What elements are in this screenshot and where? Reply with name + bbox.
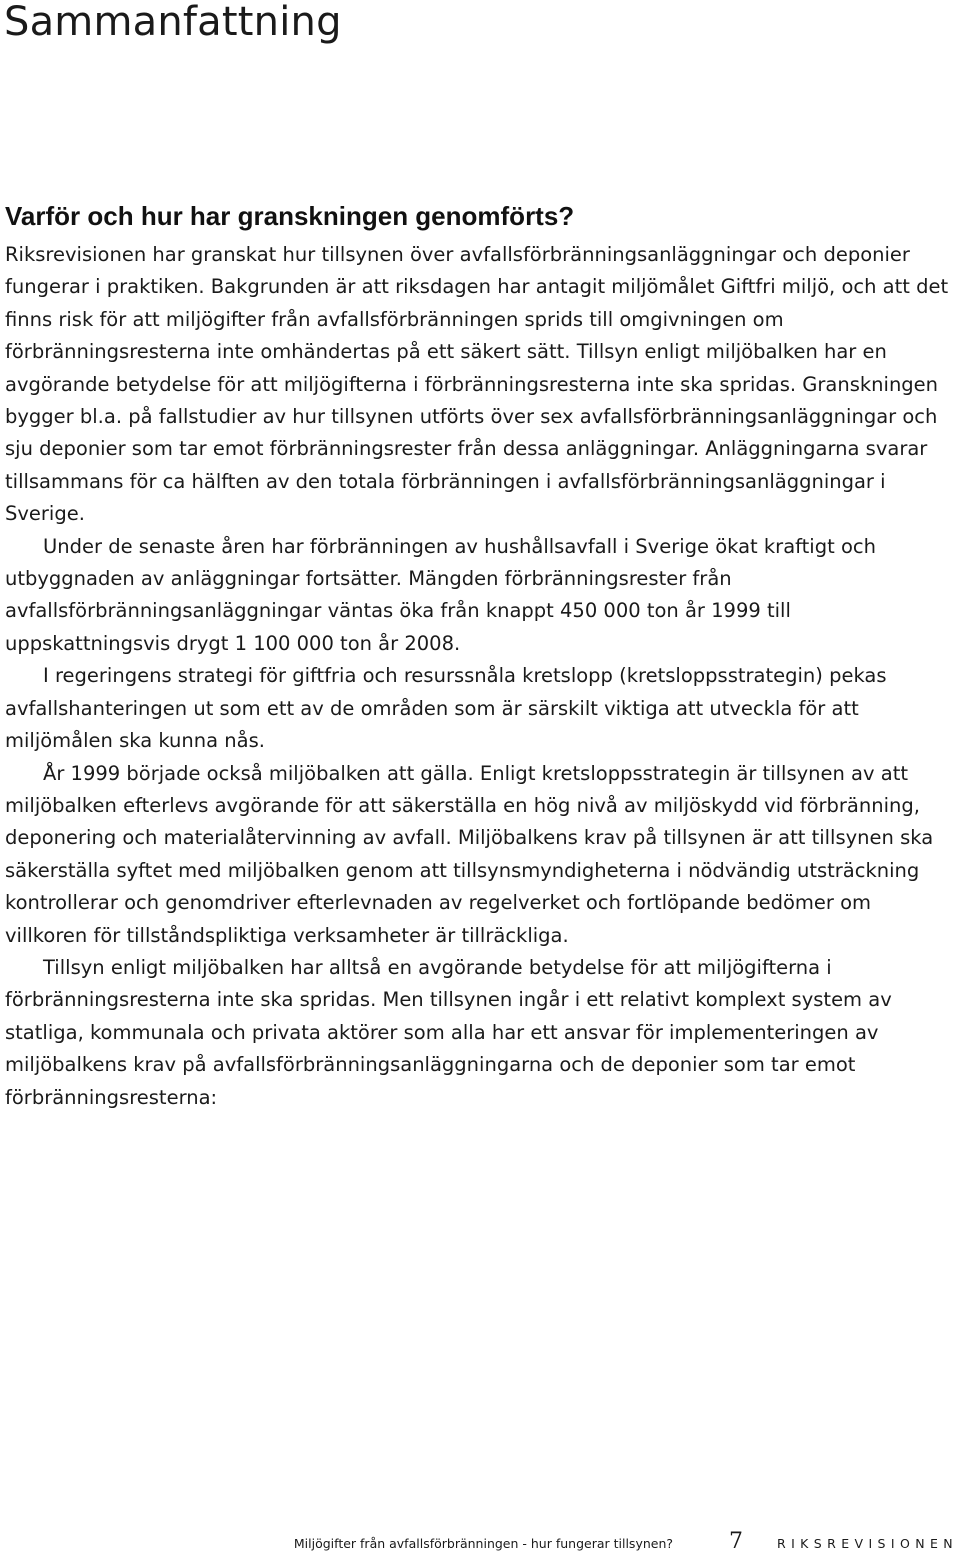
paragraph-background: Riksrevisionen har granskat hur tillsynen över avfallsförbränningsanläggningar och deponier fungerar i praktiken. Bakgrunden är att riksdagen har antagit miljömålet Giftfri miljö, och att det finns risk för att miljögifter från avfallsförbränningen sprids till omgivningen om förbränningsresterna inte omhändertas på ett säkert sätt. Tillsyn enligt miljöbalken har en avgörande betydelse för att miljögifterna i förbränningsresterna inte ska spridas. Granskningen bygger bl.a. på fallstudier av hur tillsynen utförts över sex avfallsförbränningsanläggningar och sju deponier som tar emot förbränningsrester från dessa anläggningar. Anläggningarna svarar tillsammans för ca hälften av den totala förbränningen i avfallsförbränningsanläggningar i Sverige. bbox=[5, 243, 949, 526]
page-footer bbox=[293, 1529, 958, 1554]
footer-brand: RIKSREVISIONEN bbox=[777, 1536, 958, 1551]
paragraph-incineration-growth: Under de senaste åren har förbränningen av hushållsavfall i Sverige ökat kraftigt och utbyggnaden av anläggningar fortsätter. Mängden förbränningsrester från avfallsförbränningsanläggningar väntas öka från knappt 450 000 ton år 1999 till uppskattningsvis drygt 1 100 000 ton år 2008. bbox=[5, 534, 876, 655]
paragraph-supervision-system: Tillsyn enligt miljöbalken har alltså en avgörande betydelse för att miljögifterna i förbränningsresterna inte ska spridas. Men tillsynen ingår i ett relativt komplext system av statliga, kommunala och privata aktörer som alla har ett ansvar för implementeringen av miljöbalkens krav på avfallsförbränningsanläggningarna och de deponier som tar emot förbränningsresterna: bbox=[5, 955, 892, 1109]
page-title: Sammanfattning bbox=[4, 0, 342, 45]
page-number: 7 bbox=[729, 1529, 744, 1554]
body-text bbox=[5, 239, 955, 1114]
paragraph-cycle-strategy: I regeringens strategi för giftfria och resurssnåla kretslopp (kretsloppsstrategin) pekas avfallshanteringen ut som ett av de områden som är särskilt viktiga att utveckla för att miljömålen ska kunna nås. bbox=[5, 664, 887, 753]
paragraph-environmental-code: År 1999 började också miljöbalken att gälla. Enligt kretsloppsstrategin är tillsynen av att miljöbalken efterlevs avgörande för att säkerställa en hög nivå av miljöskydd vid förbränning, deponering och materialåtervinning av avfall. Miljöbalkens krav på tillsynen är att tillsynen ska säkerställa syftet med miljöbalken genom att tillsynsmyndigheterna i nödvändig utsträckning kontrollerar och genomdriver efterlevnaden av regelverket och fortlöpande bedömer om villkoren för tillståndspliktiga verksamheter är tillräckliga. bbox=[5, 761, 934, 947]
footer-document-title: Miljögifter från avfallsförbränningen - hur fungerar tillsynen? bbox=[293, 1536, 674, 1551]
section-heading: Varför och hur har granskningen genomförts? bbox=[5, 201, 575, 231]
